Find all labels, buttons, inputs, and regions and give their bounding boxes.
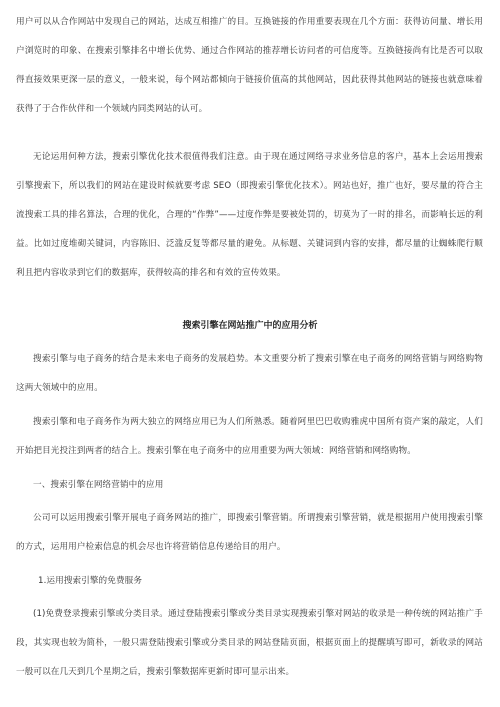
paragraph-sem: 公司可以运用搜索引擎开展电子商务网站的推广，即搜索引擎营销。所谓搜索引擎营销，就是根据用户使用搜索引擎的方式，运用用户检索信息的机会尽也许将营销信息传递给目的用户。: [16, 513, 483, 552]
paragraph-trend: 搜索引擎与电子商务的结合是未来电子商务的发展趋势。本文重要分析了搜索引擎在电子商务的网络营销与网络购物这两大领域中的应用。: [16, 354, 483, 393]
section-heading: 搜索引擎在网站推广中的应用分析: [182, 321, 318, 331]
paragraph-seo: 无论运用何种方法，搜索引擎优化技术很值得我们注意。由于现在通过网络寻求业务信息的客户，基本上会运用搜索引擎搜索下，所以我们的网站在建设时候就要考虑 SEO（即搜索引擎优化技术）。网站也好，推广也好，要尽量的符合主流搜索工具的排名算法，合理的优化，合理的“作弊”——过度作弊是要被处罚的，切莫为了一时的排名，而影响长远的利益。比如过度堆砌关键词，内容陈旧、泛滥反复等都尽量的避免。从标题、关键词到内容的安排，都尽量的让蜘蛛爬行顺利且把内容收录到它们的数据库，获得较高的排名和有效的宣传效果。: [16, 152, 483, 278]
paragraph-free-submission: (1)免费登录搜索引擎或分类目录。通过登陆搜索引擎或分类目录实现搜索引擎对网站的收录是一种传统的网站推广手段，其实现也较为简朴，一般只需登陆搜索引擎或分类目录的网站登陆页面，根据页面上的提醒填写即可，新收录的网站一般可以在几天到几个星期之后，搜索引擎数据库更新时即可显示出来。: [16, 609, 483, 677]
subheading-free-services: 1.运用搜索引擎的免费服务: [38, 576, 143, 586]
paragraph-link-exchange: 用户可以从合作网站中发现自己的网站，达成互相推广的目。互换链接的作用重要表现在几个方面：获得访问量、增长用户浏览时的印象、在搜索引擎排名中增长优势、通过合作网站的推荐增长访问者的可信度等。互换链接尚有比是否可以取得直接效果更深一层的意义，一般来说，每个网站都倾向于链接价值高的其他网站，因此获得其他网站的链接也就意味着获得了于合作伙伴和一个领域内同类网站的认可。: [16, 17, 483, 114]
subheading-marketing: 一、搜索引擎在网络营销中的应用: [33, 480, 164, 490]
paragraph-ecommerce: 搜索引擎和电子商务作为两大独立的网络应用已为人们所熟悉。随着阿里巴巴收购雅虎中国所有资产案的敲定，人们开始把目光投注到两者的结合上。搜索引擎在电子商务中的应用重要为两大领域：网络营销和网络购物。: [16, 417, 483, 456]
